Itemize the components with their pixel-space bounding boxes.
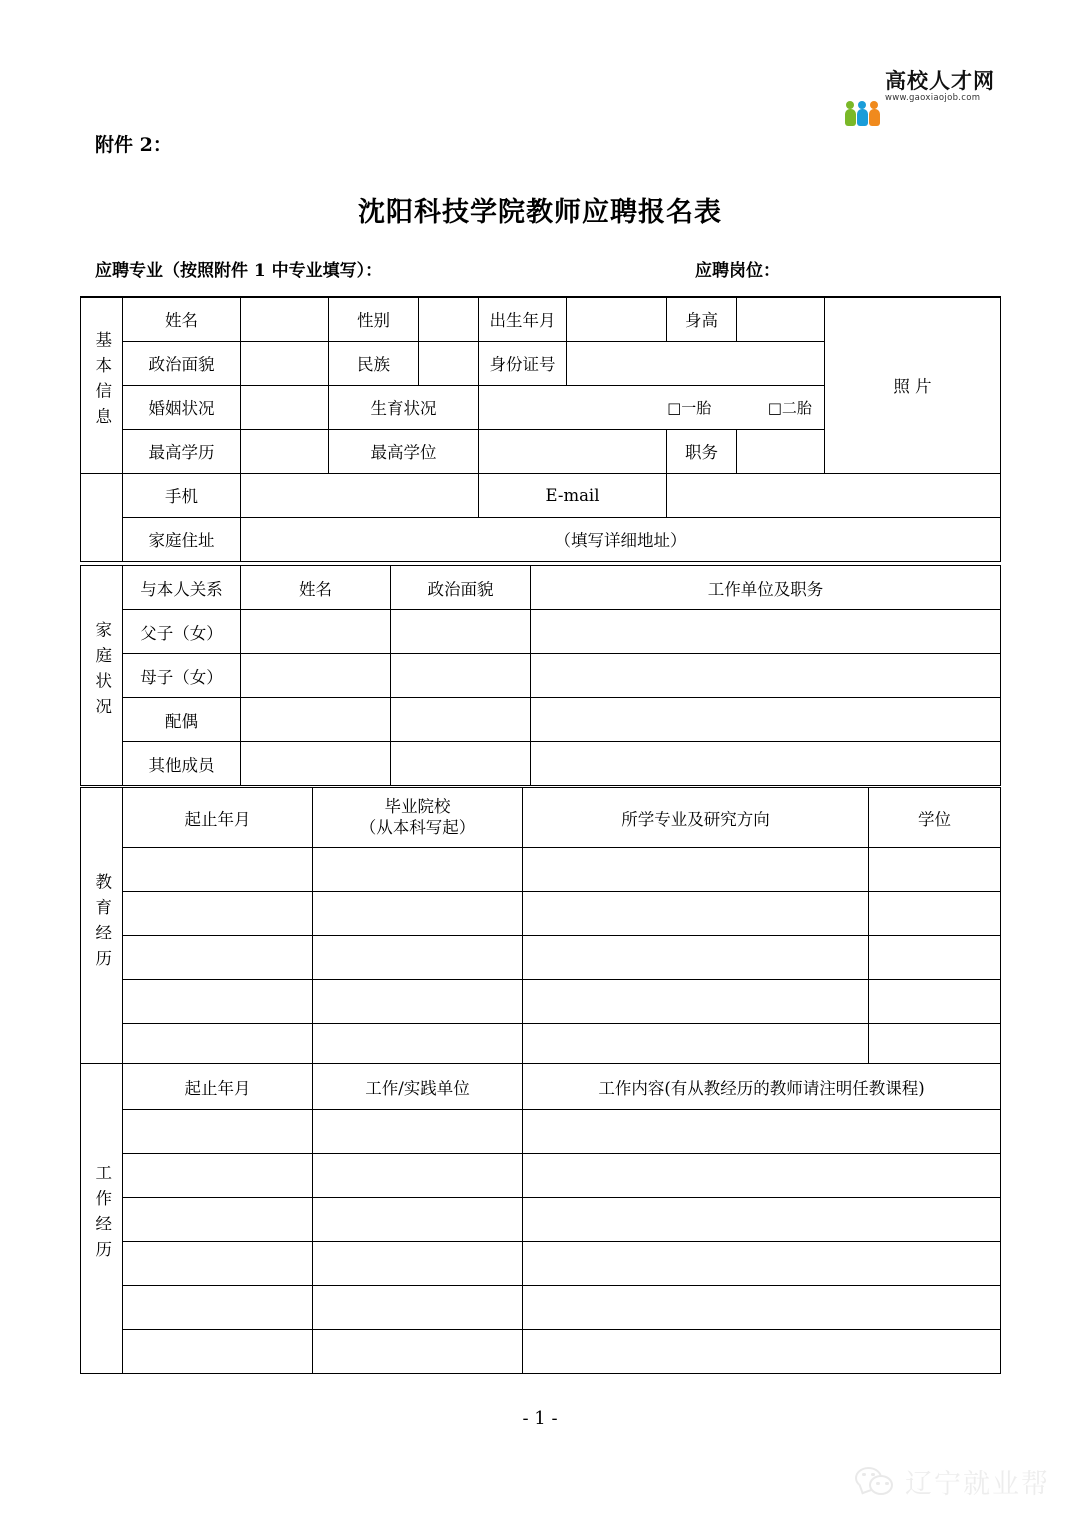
field-home-address[interactable]: （填写详细地址）: [241, 517, 1001, 561]
field-edu-school[interactable]: [313, 980, 523, 1024]
page-number: - 1 -: [522, 1408, 558, 1429]
education-experience-table: [80, 787, 1001, 1068]
table-row: [81, 517, 1001, 561]
field-work-content[interactable]: [523, 1110, 1001, 1154]
column-header-name: 姓名: [241, 566, 391, 610]
field-mother-name[interactable]: [241, 654, 391, 698]
field-other-employer[interactable]: [531, 742, 1001, 786]
checkbox-second-child[interactable]: □二胎: [767, 398, 812, 417]
table-row: [81, 936, 1001, 980]
field-job-title[interactable]: [737, 429, 1001, 473]
column-header-major-and-research: 所学专业及研究方向: [523, 788, 869, 848]
field-edu-major[interactable]: [523, 848, 869, 892]
applied-position-label: 应聘岗位：: [695, 261, 780, 281]
column-header-edu-period: 起止年月: [123, 788, 313, 848]
brand-name: 高校人才网: [885, 67, 995, 93]
table-row: [81, 742, 1001, 786]
column-header-degree: 学位: [869, 788, 1001, 848]
field-work-unit[interactable]: [313, 1154, 523, 1198]
field-work-period[interactable]: [123, 1286, 313, 1330]
label-highest-degree: 最高学位: [329, 429, 479, 473]
family-status-table: [80, 565, 1001, 786]
table-row: [81, 892, 1001, 936]
field-edu-period[interactable]: [123, 892, 313, 936]
label-political-status: 政治面貌: [123, 341, 241, 385]
label-mobile: 手机: [123, 473, 241, 517]
field-work-content[interactable]: [523, 1242, 1001, 1286]
column-header-work-unit: 工作/实践单位: [313, 1064, 523, 1110]
field-birth-date[interactable]: [567, 297, 667, 341]
field-work-unit[interactable]: [313, 1242, 523, 1286]
wechat-icon: [855, 1467, 897, 1497]
field-id-number[interactable]: [567, 341, 1001, 385]
field-political-status[interactable]: [241, 341, 329, 385]
section-label-basic-info-text: 基本信息: [92, 331, 112, 434]
field-work-content[interactable]: [523, 1154, 1001, 1198]
label-marital-status: 婚姻状况: [123, 385, 241, 429]
field-work-period[interactable]: [123, 1242, 313, 1286]
label-relation-father: 父子（女）: [123, 610, 241, 654]
table-row: [81, 698, 1001, 742]
table-row: [81, 1024, 1001, 1068]
field-work-period[interactable]: [123, 1330, 313, 1374]
table-row: [81, 980, 1001, 1024]
table-row: [81, 1110, 1001, 1154]
field-edu-major[interactable]: [523, 892, 869, 936]
table-row: [81, 566, 1001, 610]
field-work-content[interactable]: [523, 1198, 1001, 1242]
section-label-basic-info-lower: [81, 473, 123, 561]
column-header-graduated-school-line1: 毕业院校: [384, 797, 451, 817]
field-edu-degree[interactable]: [869, 848, 1001, 892]
table-row: [81, 341, 1001, 385]
field-gender[interactable]: [419, 297, 479, 341]
label-fertility-status: 生育状况: [329, 385, 479, 429]
label-home-address: 家庭住址: [123, 517, 241, 561]
people-logo-icon: [845, 71, 880, 101]
brand-logo: [845, 64, 995, 108]
basic-info-table: [80, 296, 1001, 562]
page-title: 沈阳科技学院教师应聘报名表: [358, 197, 722, 228]
field-edu-major[interactable]: [523, 1024, 869, 1068]
column-header-relation: 与本人关系: [123, 566, 241, 610]
label-gender: 性别: [329, 297, 419, 341]
table-row: [81, 610, 1001, 654]
column-header-political-status: 政治面貌: [391, 566, 531, 610]
field-edu-school[interactable]: [313, 892, 523, 936]
table-row: [81, 473, 1001, 517]
field-other-name[interactable]: [241, 742, 391, 786]
field-spouse-political-status[interactable]: [391, 698, 531, 742]
table-row: [81, 1242, 1001, 1286]
table-row: [81, 1286, 1001, 1330]
section-label-family-status-text: 家庭状况: [92, 621, 112, 724]
column-header-work-period: 起止年月: [123, 1064, 313, 1110]
table-row: [81, 1154, 1001, 1198]
field-edu-degree[interactable]: [869, 1024, 1001, 1068]
section-label-work-experience-text: 工作经历: [92, 1164, 112, 1267]
field-edu-school[interactable]: [313, 848, 523, 892]
table-row: [81, 429, 1001, 473]
photo-placeholder: 照 片: [825, 297, 1001, 473]
checkbox-first-child[interactable]: □一胎: [667, 398, 712, 417]
field-email[interactable]: [667, 473, 1001, 517]
label-email: E-mail: [479, 473, 667, 517]
field-edu-period[interactable]: [123, 1024, 313, 1068]
field-work-unit[interactable]: [313, 1110, 523, 1154]
field-edu-period[interactable]: [123, 936, 313, 980]
section-label-work-experience: [81, 1064, 123, 1374]
applicant-subheader: [95, 256, 985, 281]
label-relation-other: 其他成员: [123, 742, 241, 786]
section-label-education: [81, 788, 123, 1068]
field-edu-degree[interactable]: [869, 892, 1001, 936]
field-spouse-name[interactable]: [241, 698, 391, 742]
column-header-employer-and-title: 工作单位及职务: [531, 566, 1001, 610]
work-experience-table: [80, 1063, 1001, 1374]
field-work-content[interactable]: [523, 1286, 1001, 1330]
label-id-number: 身份证号: [479, 341, 567, 385]
field-work-content[interactable]: [523, 1330, 1001, 1374]
field-work-period[interactable]: [123, 1198, 313, 1242]
field-edu-major[interactable]: [523, 936, 869, 980]
field-marital-status[interactable]: [241, 385, 329, 429]
field-work-period[interactable]: [123, 1154, 313, 1198]
field-work-period[interactable]: [123, 1110, 313, 1154]
field-name[interactable]: [241, 297, 329, 341]
field-ethnicity[interactable]: [419, 341, 479, 385]
field-edu-school[interactable]: [313, 1024, 523, 1068]
label-relation-spouse: 配偶: [123, 698, 241, 742]
table-row: [81, 297, 1001, 341]
field-father-name[interactable]: [241, 610, 391, 654]
column-header-work-content: 工作内容(有从教经历的教师请注明任教课程): [523, 1064, 1001, 1110]
label-birth-date: 出生年月: [479, 297, 567, 341]
table-row: [81, 385, 1001, 429]
section-label-education-text: 教育经历: [92, 873, 112, 976]
table-row: [81, 1330, 1001, 1374]
field-highest-degree[interactable]: [479, 429, 667, 473]
applied-major-label: 应聘专业（按照附件 1 中专业填写）：: [95, 261, 383, 281]
label-job-title: 职务: [667, 429, 737, 473]
attachment-label: 附件 2：: [95, 134, 172, 156]
field-height[interactable]: [737, 297, 825, 341]
field-other-political-status[interactable]: [391, 742, 531, 786]
label-highest-education: 最高学历: [123, 429, 241, 473]
field-edu-period[interactable]: [123, 848, 313, 892]
field-edu-major[interactable]: [523, 980, 869, 1024]
field-spouse-employer[interactable]: [531, 698, 1001, 742]
column-header-graduated-school-line2: （从本科写起）: [359, 817, 476, 837]
label-ethnicity: 民族: [329, 341, 419, 385]
section-label-basic-info: [81, 297, 123, 473]
field-highest-education[interactable]: [241, 429, 329, 473]
field-edu-degree[interactable]: [869, 936, 1001, 980]
table-row: [81, 1064, 1001, 1110]
brand-url: www.gaoxiaojob.com: [885, 92, 981, 103]
watermark-text: 辽宁就业帮: [905, 1469, 1050, 1500]
field-edu-school[interactable]: [313, 936, 523, 980]
field-edu-degree[interactable]: [869, 980, 1001, 1024]
field-mobile[interactable]: [241, 473, 479, 517]
label-height: 身高: [667, 297, 737, 341]
field-father-political-status[interactable]: [391, 610, 531, 654]
field-father-employer[interactable]: [531, 610, 1001, 654]
field-work-unit[interactable]: [313, 1330, 523, 1374]
field-work-unit[interactable]: [313, 1198, 523, 1242]
section-label-family-status: [81, 566, 123, 786]
label-relation-mother: 母子（女）: [123, 654, 241, 698]
field-mother-political-status[interactable]: [391, 654, 531, 698]
label-name: 姓名: [123, 297, 241, 341]
field-edu-period[interactable]: [123, 980, 313, 1024]
table-row: [81, 848, 1001, 892]
table-row: [81, 654, 1001, 698]
field-work-unit[interactable]: [313, 1286, 523, 1330]
table-row: [81, 788, 1001, 848]
table-row: [81, 1198, 1001, 1242]
watermark: [855, 1462, 1050, 1501]
field-mother-employer[interactable]: [531, 654, 1001, 698]
column-header-graduated-school: [313, 788, 523, 848]
